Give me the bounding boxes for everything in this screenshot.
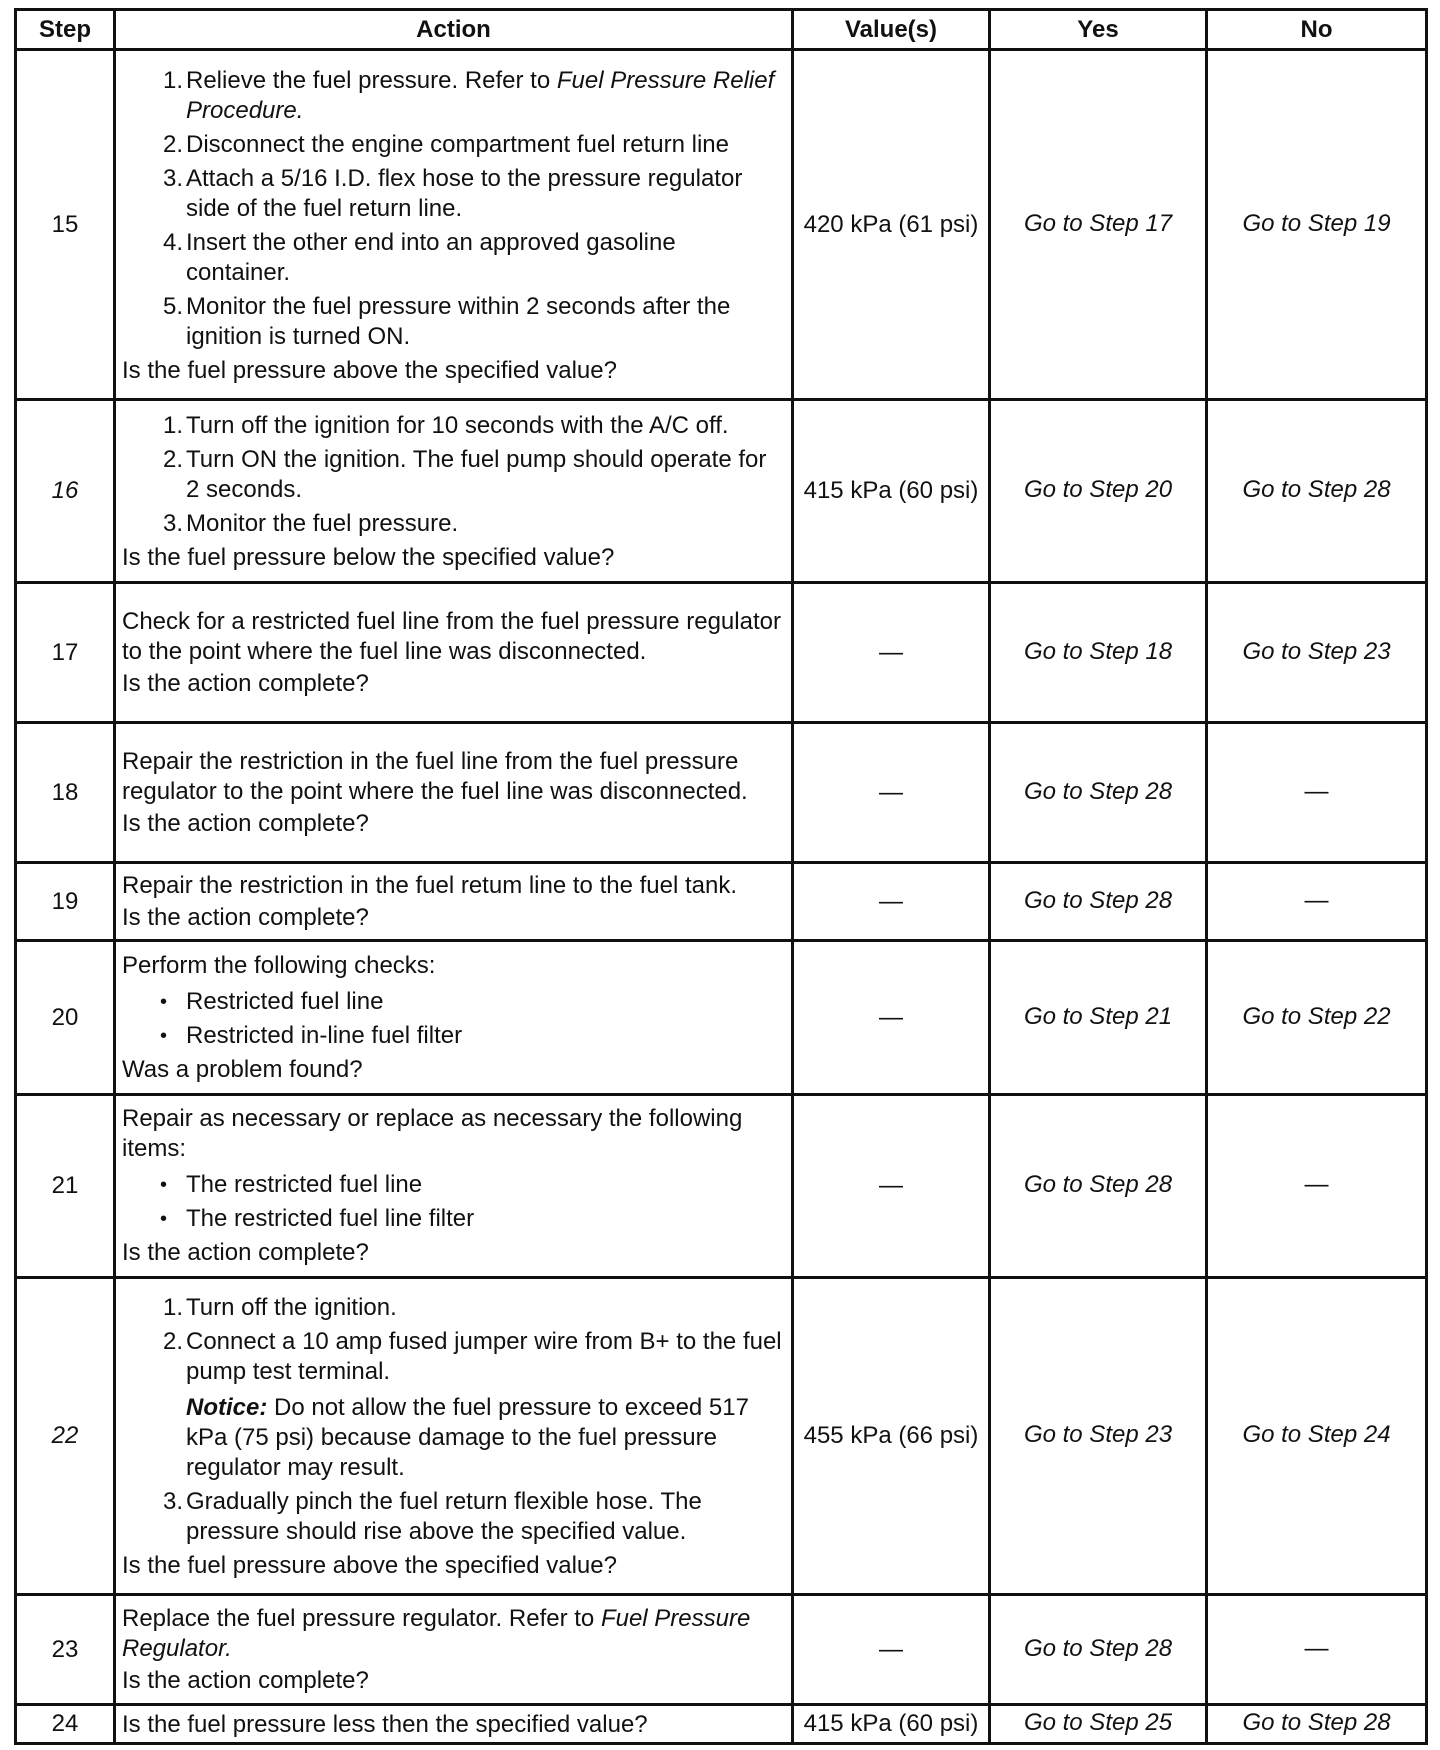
step-number: 19	[16, 863, 115, 941]
action-cell	[115, 1278, 793, 1595]
header-action: Action	[115, 10, 793, 50]
header-value: Value(s)	[793, 10, 990, 50]
action-text: Replace the fuel pressure regulator. Refer to	[122, 1604, 601, 1632]
no-cell: Go to Step 28	[1207, 1705, 1427, 1744]
step-num: 1 .	[147, 66, 183, 96]
step-num: 5 .	[147, 292, 183, 322]
no-cell: Go to Step 23	[1207, 583, 1427, 723]
question: Was a problem found?	[122, 1055, 363, 1083]
action-steps	[122, 1293, 785, 1387]
action-step	[122, 292, 785, 352]
value-cell: —	[793, 863, 990, 941]
step-text: Connect a 10 amp fused jumper wire from B+ to the fuel pump test terminal.	[186, 1328, 782, 1385]
table-row	[16, 1595, 1427, 1705]
action-text: Check for a restricted fuel line from the fuel pressure regulator to the point where the fuel line was disconnected.	[122, 607, 781, 665]
question: Is the fuel pressure above the specified value?	[122, 1552, 617, 1579]
action-cell	[115, 50, 793, 400]
yes-cell: Go to Step 25	[990, 1705, 1207, 1744]
no-cell: Go to Step 24	[1207, 1278, 1427, 1595]
action-cell	[115, 863, 793, 941]
yes-cell: Go to Step 20	[990, 400, 1207, 583]
step-num: 3 .	[147, 164, 183, 194]
action-text-wrap	[122, 1604, 785, 1664]
action-cell	[115, 1095, 793, 1278]
step-num: 4 .	[147, 228, 183, 258]
step-text: Turn ON the ignition. The fuel pump should operate for 2 seconds.	[186, 446, 767, 503]
table-row	[16, 941, 1427, 1095]
step-number: 21	[16, 1095, 115, 1278]
action-cell	[115, 723, 793, 863]
header-yes: Yes	[990, 10, 1207, 50]
question: Is the action complete?	[122, 809, 369, 837]
step-number: 18	[16, 723, 115, 863]
step-num: 2 .	[147, 1327, 183, 1357]
action-cell	[115, 941, 793, 1095]
value-cell: —	[793, 941, 990, 1095]
notice	[122, 1393, 785, 1483]
action-step	[122, 509, 785, 539]
value-cell: 420 kPa (61 psi)	[793, 50, 990, 400]
step-number: 15	[16, 50, 115, 400]
header-no: No	[1207, 10, 1427, 50]
check-item: • Restricted fuel line	[122, 987, 785, 1017]
value-cell: 415 kPa (60 psi)	[793, 1705, 990, 1744]
list-item: • The restricted fuel line filter	[122, 1204, 785, 1234]
step-num: 1 .	[147, 1293, 183, 1323]
no-cell: —	[1207, 723, 1427, 863]
yes-cell: Go to Step 28	[990, 863, 1207, 941]
step-text: Gradually pinch the fuel return flexible hose. The pressure should rise above the specified value.	[186, 1488, 702, 1545]
table-row	[16, 863, 1427, 941]
reference-link: Fuel Pressure Relief Procedure.	[186, 66, 775, 124]
step-text: Turn off the ignition.	[186, 1294, 397, 1321]
question: Is the fuel pressure below the specified value?	[122, 544, 615, 571]
action-step	[122, 228, 785, 288]
list-item: • The restricted fuel line	[122, 1170, 785, 1200]
no-cell: Go to Step 22	[1207, 941, 1427, 1095]
step-num: 2 .	[147, 130, 183, 160]
action-step	[122, 1327, 785, 1387]
step-num: 1 .	[147, 411, 183, 441]
action-step	[122, 1293, 785, 1323]
value-cell: —	[793, 583, 990, 723]
no-cell: —	[1207, 1095, 1427, 1278]
header-row	[16, 10, 1427, 50]
question: Is the action complete?	[122, 1666, 369, 1694]
table-row	[16, 1095, 1427, 1278]
yes-cell: Go to Step 17	[990, 50, 1207, 400]
check-item: • Restricted in-line fuel filter	[122, 1021, 785, 1051]
step-text: Turn off the ignition for 10 seconds with the A/C off.	[186, 412, 729, 439]
table-row	[16, 400, 1427, 583]
yes-cell: Go to Step 28	[990, 723, 1207, 863]
table-row	[16, 583, 1427, 723]
reference-link: Fuel Pressure Regulator.	[122, 1604, 751, 1662]
table-row	[16, 50, 1427, 400]
no-cell: —	[1207, 1595, 1427, 1705]
no-cell: Go to Step 19	[1207, 50, 1427, 400]
action-step	[122, 66, 785, 126]
action-step	[122, 445, 785, 505]
step-number: 23	[16, 1595, 115, 1705]
item-list	[122, 1170, 785, 1234]
step-number: 17	[16, 583, 115, 723]
value-cell: —	[793, 1595, 990, 1705]
action-cell	[115, 400, 793, 583]
yes-cell: Go to Step 21	[990, 941, 1207, 1095]
question: Is the fuel pressure less then the specified value?	[122, 1711, 648, 1738]
action-text: Perform the following checks:	[122, 951, 436, 979]
header-step: Step	[16, 10, 115, 50]
question: Is the action complete?	[122, 1239, 369, 1266]
action-text: Repair the restriction in the fuel retum line to the fuel tank.	[122, 871, 737, 899]
no-cell: —	[1207, 863, 1427, 941]
table-row	[16, 1705, 1427, 1744]
action-cell	[115, 1595, 793, 1705]
action-step	[122, 1487, 785, 1547]
action-cell	[115, 583, 793, 723]
table-row	[16, 723, 1427, 863]
step-text: Monitor the fuel pressure.	[186, 510, 459, 537]
question: Is the fuel pressure above the specified value?	[122, 356, 617, 384]
value-cell: —	[793, 1095, 990, 1278]
step-text: Relieve the fuel pressure. Refer to	[186, 66, 557, 94]
step-text: Monitor the fuel pressure within 2 seconds after the ignition is turned ON.	[186, 292, 731, 350]
step-text: Insert the other end into an approved gasoline container.	[186, 228, 676, 286]
step-num: 3 .	[147, 1487, 183, 1517]
action-cell	[115, 1705, 793, 1744]
question: Is the action complete?	[122, 669, 369, 697]
action-text: Repair the restriction in the fuel line from the fuel pressure regulator to the point where the fuel line was disconnected.	[122, 747, 748, 805]
notice-label: Notice:	[186, 1394, 268, 1421]
step-num: 2 .	[147, 445, 183, 475]
step-text: Attach a 5/16 I.D. flex hose to the pressure regulator side of the fuel return line.	[186, 164, 743, 222]
action-step	[122, 164, 785, 224]
yes-cell: Go to Step 18	[990, 583, 1207, 723]
action-text: Repair as necessary or replace as necessary the following items:	[122, 1105, 743, 1162]
step-number: 20	[16, 941, 115, 1095]
value-cell: 415 kPa (60 psi)	[793, 400, 990, 583]
step-num: 3 .	[147, 509, 183, 539]
value-cell: 455 kPa (66 psi)	[793, 1278, 990, 1595]
step-number: 22	[16, 1278, 115, 1595]
action-steps-continued	[122, 1487, 785, 1547]
diagnostic-table	[14, 8, 1428, 1745]
yes-cell: Go to Step 23	[990, 1278, 1207, 1595]
no-cell: Go to Step 28	[1207, 400, 1427, 583]
table-row	[16, 1278, 1427, 1595]
action-steps	[122, 411, 785, 539]
action-step	[122, 411, 785, 441]
step-number: 24	[16, 1705, 115, 1744]
step-text: Disconnect the engine compartment fuel return line	[186, 130, 729, 158]
check-list	[122, 987, 785, 1051]
yes-cell: Go to Step 28	[990, 1095, 1207, 1278]
yes-cell: Go to Step 28	[990, 1595, 1207, 1705]
value-cell: —	[793, 723, 990, 863]
notice-text: Do not allow the fuel pressure to exceed 517 kPa (75 psi) because damage to the fuel pressure regulator may result.	[186, 1394, 749, 1481]
step-number: 16	[16, 400, 115, 583]
action-step	[122, 130, 785, 160]
action-steps	[122, 66, 785, 352]
question: Is the action complete?	[122, 903, 369, 931]
